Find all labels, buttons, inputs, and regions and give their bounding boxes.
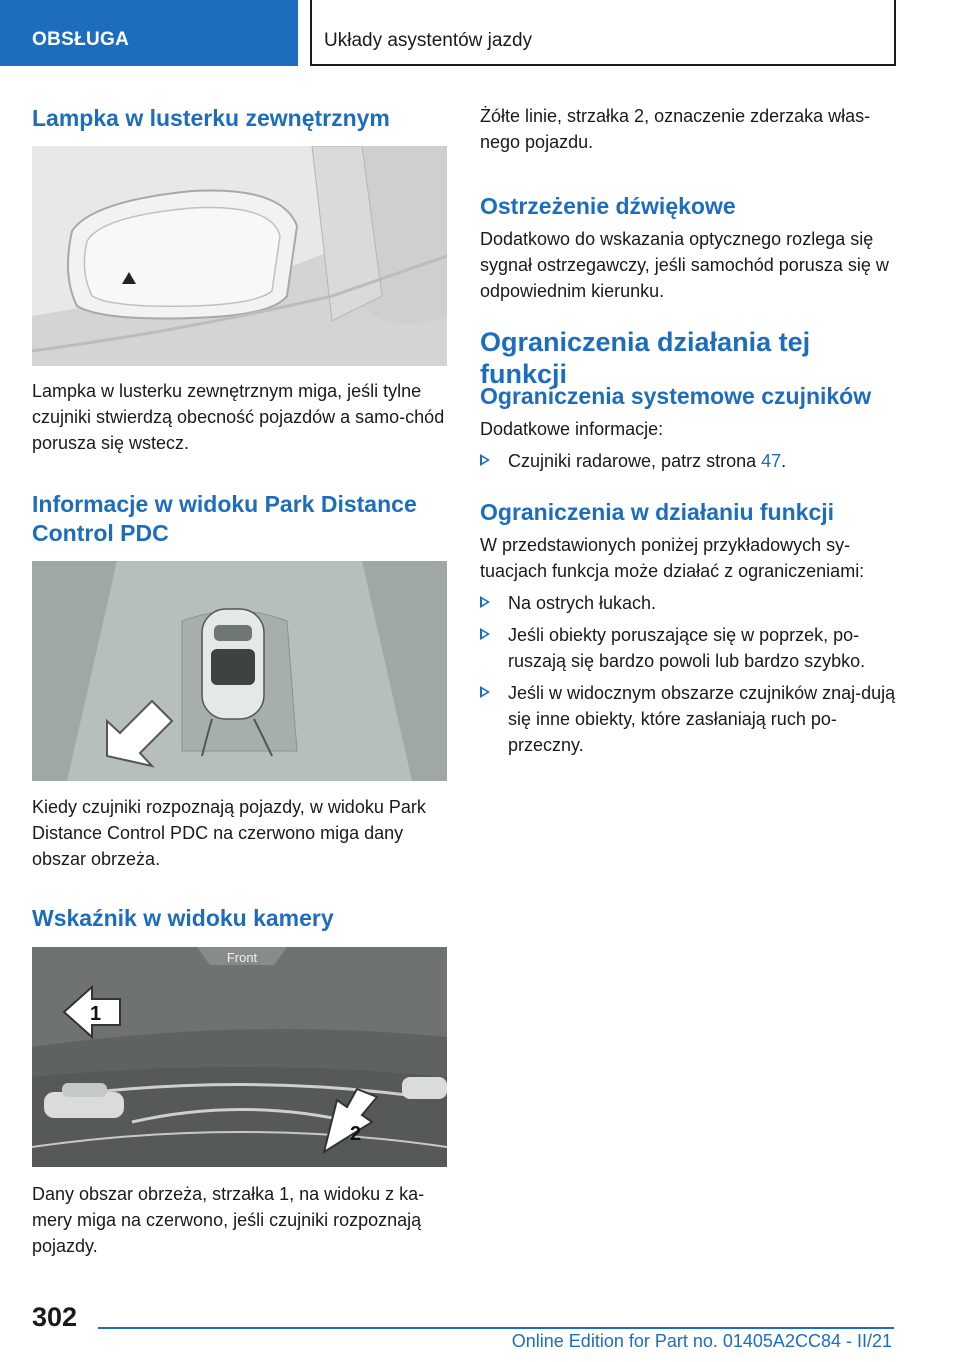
- chapter-title: Układy asystentów jazdy: [324, 30, 533, 51]
- bullet-text: Jeśli w widocznym obszarze czujników znaj-dują się inne obiekty, które zasłaniają ruch po-przeczny.: [508, 683, 896, 755]
- heading-pdc: Informacje w widoku Park Distance Control PDC: [32, 491, 417, 546]
- bullet-triangle-icon: [480, 596, 490, 608]
- heading-function-limits: Ograniczenia działania tej funkcji: [480, 327, 811, 389]
- heading-sound-warning: Ostrzeżenie dźwiękowe: [480, 193, 736, 219]
- bullet-text-end: .: [781, 451, 787, 471]
- section-title: OBSŁUGA: [32, 29, 130, 50]
- footer-edition: Online Edition for Part no. 01405A2CC84 - II/21: [511, 1331, 892, 1351]
- heading-sensor-limits: Ograniczenia systemowe czujników: [480, 383, 872, 409]
- mirror-illustration: [32, 146, 447, 366]
- paragraph-mirror-lamp: Lampka w lusterku zewnętrznym miga, jeśli tylne czujniki stwierdzą obecność pojazdów a samo-chód porusza się wstecz.: [32, 381, 445, 453]
- bullet-triangle-icon: [480, 628, 490, 640]
- camera-front-label: Front: [226, 950, 258, 965]
- paragraph-camera: Dany obszar obrzeża, strzałka 1, na widoku z ka-mery miga na czerwono, jeśli czujniki rozpoznają pojazdy.: [32, 1184, 425, 1256]
- heading-mirror-lamp: Lampka w lusterku zewnętrznym: [32, 105, 390, 131]
- bullet-text: Na ostrych łukach.: [508, 593, 657, 613]
- heading-camera: Wskaźnik w widoku kamery: [32, 905, 334, 931]
- bullet-text: Jeśli obiekty poruszające się w poprzek, po-ruszają się bardzo powoli lub bardzo szybko.: [508, 625, 866, 671]
- paragraph-limit-examples: W przedstawionych poniżej przykładowych sy-tuacjach funkcja może działać z ograniczeniami:: [480, 535, 865, 581]
- footer-divider: [98, 1327, 894, 1329]
- paragraph-yellow-lines: Żółte linie, strzałka 2, oznaczenie zderzaka włas-nego pojazdu.: [480, 106, 871, 152]
- paragraph-sound-warning: Dodatkowo do wskazania optycznego rozlega się sygnał ostrzegawczy, jeśli samochód porusza się w odpowiednim kierunku.: [480, 229, 889, 301]
- bullet-text: Czujniki radarowe, patrz strona: [508, 451, 762, 471]
- pdc-illustration: [32, 561, 447, 781]
- camera-illustration: [32, 947, 447, 1167]
- arrow-2-label: 2: [350, 1123, 362, 1145]
- paragraph-pdc: Kiedy czujniki rozpoznają pojazdy, w widoku Park Distance Control PDC na czerwono miga dany obszar obrzeża.: [32, 797, 426, 869]
- page-number: 302: [32, 1302, 78, 1332]
- page-link[interactable]: 47: [761, 451, 782, 471]
- chapter-header: [312, 0, 896, 66]
- bullet-triangle-icon: [480, 454, 490, 466]
- arrow-1-label: 1: [90, 1003, 102, 1025]
- heading-operation-limits: Ograniczenia w działaniu funkcji: [480, 499, 835, 525]
- section-tab: [0, 0, 298, 66]
- paragraph-additional-info: Dodatkowe informacje:: [480, 419, 664, 439]
- bullet-triangle-icon: [480, 686, 490, 698]
